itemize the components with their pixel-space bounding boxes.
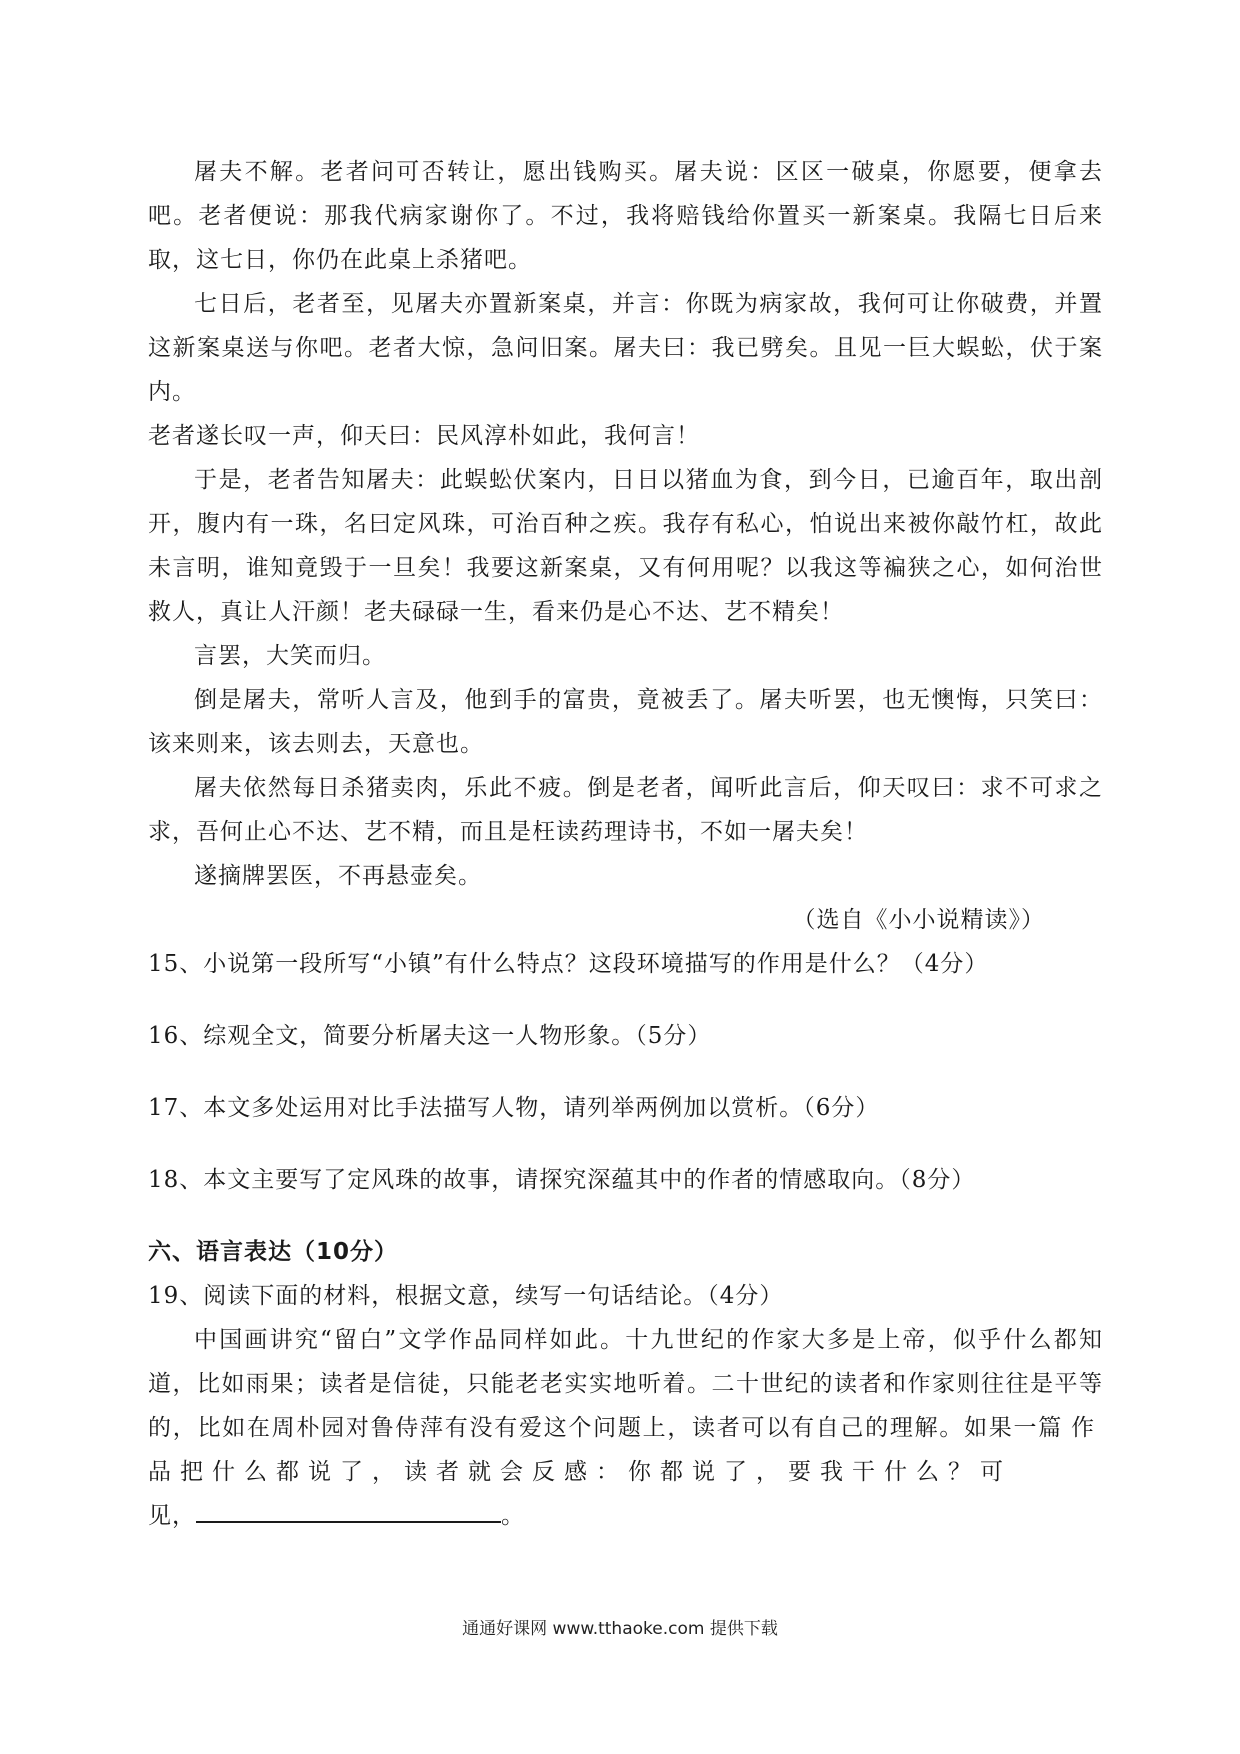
question-19-passage [148,1318,1103,1494]
story-paragraph-5: 言罢，大笑而归。 [194,643,386,669]
question-15: 15、小说第一段所写“小镇”有什么特点？这段环境描写的作用是什么？（4分） [148,951,989,977]
passage-spread-line: 篇作品把什么都说了，读者就会反感：你都说了，要我干什么？可 [148,1415,1104,1485]
answer-prefix: 见， [148,1503,196,1529]
story-paragraph-2: 七日后，老者至，见屠夫亦置新案桌，并言：你既为病家故，我何可让你破费，并置这新案桌送与你吧。老者大惊，急问旧案。屠夫曰：我已劈矣。且见一巨大蜈蚣，伏于案内。 [148,291,1103,405]
story-paragraph-6: 倒是屠夫，常听人言及，他到手的富贵，竟被丢了。屠夫听罢，也无懊悔，只笑曰：该来则来，该去则去，天意也。 [148,687,1103,757]
question-19: 19、阅读下面的材料，根据文意，续写一句话结论。（4分） [148,1283,784,1309]
passage-main-text: 中国画讲究“留白”文学作品同样如此。十九世纪的作家大多是上帝，似乎什么都知道，比如雨果；读者是信徒，只能老老实实地听着。二十世纪的读者和作家则往往是平等的，比如在周朴园对鲁侍萍有没有爱这个问题上，读者可以有自己的理解。如果一 [148,1327,1103,1441]
story-paragraph-4: 于是，老者告知屠夫：此蜈蚣伏案内，日日以猪血为食，到今日，已逾百年，取出剖开，腹内有一珠，名曰定风珠，可治百种之疾。我存有私心，怕说出来被你敲竹杠，故此未言明，谁知竟毁于一旦矣！我要这新案桌，又有何用呢？以我这等褊狭之心，如何治世救人，真让人汗颜！老夫碌碌一生，看来仍是心不达、艺不精矣！ [148,467,1103,625]
question-18: 18、本文主要写了定风珠的故事，请探究深蕴其中的作者的情感取向。（8分） [148,1167,976,1193]
answer-blank[interactable] [196,1495,501,1523]
question-19-answer-line [148,1494,1103,1538]
story-paragraph-7: 屠夫依然每日杀猪卖肉，乐此不疲。倒是老者，闻听此言后，仰天叹曰：求不可求之求，吾何止心不达、艺不精，而且是枉读药理诗书，不如一屠夫矣！ [148,775,1103,845]
source-citation: （选自《小小说精读》） [792,907,1045,933]
story-paragraph-8: 遂摘牌罢医，不再悬壶矣。 [194,863,482,889]
question-16: 16、综观全文，简要分析屠夫这一人物形象。（5分） [148,1023,712,1049]
question-17: 17、本文多处运用对比手法描写人物，请列举两例加以赏析。（6分） [148,1095,880,1121]
story-paragraph-3: 老者遂长叹一声，仰天曰：民风淳朴如此，我何言！ [148,423,700,449]
section-6-title: 六、语言表达（10分） [148,1239,399,1265]
footer-watermark: 通通好课网 www.tthaoke.com 提供下载 [462,1619,778,1639]
exam-page [148,150,1103,1538]
answer-suffix: 。 [501,1503,525,1529]
story-paragraph-1: 屠夫不解。老者问可否转让，愿出钱购买。屠夫说：区区一破桌，你愿要，便拿去吧。老者便说：那我代病家谢你了。不过，我将赔钱给你置买一新案桌。我隔七日后来取，这七日，你仍在此桌上杀猪吧。 [148,159,1103,273]
